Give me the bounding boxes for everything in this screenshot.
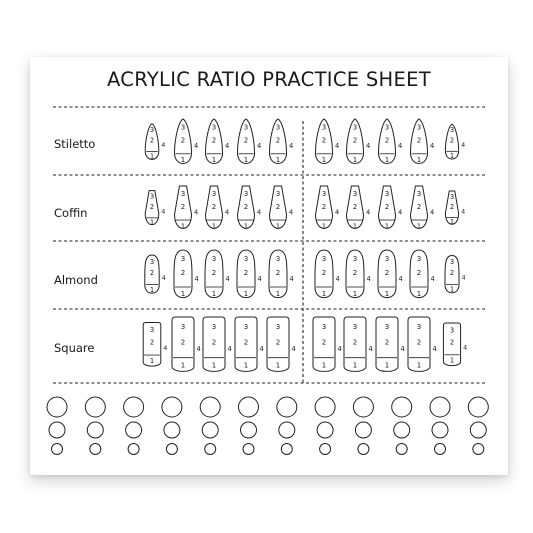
- ratio-label-side: 4: [225, 208, 230, 217]
- nail-template: [378, 250, 403, 298]
- ratio-label-middle: 2: [321, 269, 327, 277]
- ratio-label-middle: 2: [211, 338, 217, 347]
- practice-sheet: [30, 57, 508, 475]
- ratio-label-middle: 2: [243, 338, 249, 347]
- ratio-label-bottom: 1: [180, 290, 186, 298]
- ratio-label-bottom: 1: [149, 152, 155, 161]
- ratio-label-top: 3: [384, 255, 390, 263]
- ratio-label-middle: 2: [180, 136, 186, 145]
- ratio-label-top: 3: [180, 123, 186, 132]
- ratio-label-side: 4: [432, 345, 437, 354]
- nail-template: [238, 186, 262, 230]
- ratio-label-side: 4: [161, 207, 166, 216]
- ratio-label-top: 3: [321, 190, 327, 199]
- ratio-label-side: 4: [430, 208, 435, 217]
- nail-template: [443, 323, 467, 366]
- ratio-label-bottom: 1: [275, 222, 281, 231]
- nail-template: [235, 317, 264, 371]
- ratio-label-bottom: 1: [384, 156, 390, 165]
- ratio-label-middle: 2: [275, 269, 281, 277]
- practice-circle: [435, 444, 446, 455]
- ratio-label-side: 4: [196, 345, 201, 354]
- practice-circle: [239, 397, 259, 417]
- ratio-label-top: 3: [384, 190, 390, 199]
- ratio-label-bottom: 1: [449, 218, 455, 227]
- practice-circle: [166, 444, 177, 455]
- ratio-label-top: 3: [416, 123, 422, 132]
- ratio-label-middle: 2: [449, 136, 455, 145]
- practice-circle: [200, 397, 220, 417]
- ratio-label-bottom: 1: [243, 290, 249, 298]
- practice-circle: [279, 422, 295, 438]
- ratio-label-side: 4: [366, 275, 371, 283]
- ratio-label-middle: 2: [275, 136, 281, 145]
- ratio-label-bottom: 1: [321, 290, 327, 298]
- practice-circle: [202, 422, 218, 438]
- nail-template: [315, 250, 340, 298]
- nail-template: [237, 250, 262, 298]
- ratio-label-side: 4: [227, 345, 232, 354]
- ratio-label-bottom: 1: [352, 361, 358, 370]
- practice-circle: [315, 397, 335, 417]
- ratio-label-top: 3: [352, 255, 358, 263]
- ratio-label-side: 4: [194, 142, 199, 151]
- ratio-label-top: 3: [180, 323, 186, 332]
- nail-template: [347, 119, 371, 164]
- ratio-label-top: 3: [149, 257, 155, 266]
- nail-template: [347, 186, 371, 230]
- ratio-label-top: 3: [149, 125, 155, 134]
- ratio-label-bottom: 1: [384, 361, 390, 370]
- ratio-label-middle: 2: [180, 203, 186, 211]
- ratio-label-bottom: 1: [321, 361, 327, 370]
- ratio-label-side: 4: [289, 142, 294, 151]
- ratio-label-bottom: 1: [321, 156, 327, 165]
- ratio-label-side: 4: [398, 208, 403, 217]
- ratio-label-middle: 2: [416, 136, 422, 145]
- ratio-label-top: 3: [243, 123, 249, 132]
- ratio-label-bottom: 1: [384, 290, 390, 298]
- ratio-label-side: 4: [398, 142, 403, 151]
- practice-circle: [49, 422, 65, 438]
- ratio-label-top: 3: [352, 323, 358, 332]
- ratio-label-middle: 2: [180, 338, 186, 347]
- ratio-label-top: 3: [449, 126, 455, 135]
- ratio-label-side: 4: [461, 207, 466, 216]
- ratio-label-bottom: 1: [352, 156, 358, 165]
- practice-circle: [473, 444, 484, 455]
- ratio-label-bottom: 1: [180, 222, 186, 231]
- practice-circle: [392, 397, 412, 417]
- practice-circle: [358, 444, 369, 455]
- ratio-label-side: 4: [430, 275, 435, 283]
- ratio-label-bottom: 1: [149, 285, 155, 294]
- practice-circle: [47, 397, 67, 417]
- ratio-label-side: 4: [289, 275, 294, 283]
- ratio-label-middle: 2: [275, 338, 281, 347]
- ratio-label-side: 4: [461, 273, 466, 282]
- ratio-label-side: 4: [194, 208, 199, 217]
- practice-circle: [90, 444, 101, 455]
- ratio-label-bottom: 1: [449, 151, 455, 160]
- nail-template: [346, 250, 371, 298]
- ratio-label-middle: 2: [352, 269, 358, 277]
- nail-template: [145, 124, 165, 161]
- ratio-label-bottom: 1: [275, 361, 281, 370]
- ratio-label-middle: 2: [449, 203, 455, 211]
- nail-template: [411, 186, 435, 230]
- ratio-label-bottom: 1: [416, 156, 422, 165]
- ratio-label-bottom: 1: [275, 156, 281, 165]
- ratio-label-top: 3: [416, 190, 422, 199]
- ratio-label-bottom: 1: [243, 361, 249, 370]
- ratio-label-middle: 2: [149, 203, 155, 211]
- ratio-label-top: 3: [352, 190, 358, 199]
- ratio-label-bottom: 1: [211, 361, 217, 370]
- ratio-label-top: 3: [384, 123, 390, 132]
- ratio-label-top: 3: [321, 255, 327, 263]
- ratio-label-top: 3: [449, 192, 455, 201]
- nail-template: [445, 124, 465, 160]
- ratio-label-bottom: 1: [275, 290, 281, 298]
- ratio-label-bottom: 1: [321, 222, 327, 231]
- nail-template: [206, 186, 230, 230]
- ratio-label-top: 3: [416, 255, 422, 263]
- ratio-label-bottom: 1: [211, 156, 217, 165]
- ratio-label-side: 4: [398, 275, 403, 283]
- practice-circle: [241, 422, 257, 438]
- practice-circle: [243, 444, 254, 455]
- ratio-label-side: 4: [291, 345, 296, 354]
- ratio-label-bottom: 1: [352, 290, 358, 298]
- nail-template: [316, 119, 340, 164]
- practice-circle: [468, 397, 488, 417]
- ratio-label-side: 4: [337, 345, 342, 354]
- ratio-label-top: 3: [321, 323, 327, 332]
- ratio-label-top: 3: [243, 190, 249, 199]
- ratio-label-side: 4: [430, 142, 435, 151]
- practice-circle: [124, 397, 144, 417]
- ratio-label-middle: 2: [149, 136, 155, 145]
- ratio-label-top: 3: [275, 190, 281, 199]
- ratio-label-middle: 2: [149, 338, 155, 347]
- ratio-label-side: 4: [461, 140, 466, 149]
- ratio-label-top: 3: [149, 192, 155, 201]
- practice-circle: [164, 422, 180, 438]
- nail-template: [203, 317, 232, 371]
- nail-template: [172, 317, 201, 371]
- ratio-label-top: 3: [180, 255, 186, 263]
- ratio-label-side: 4: [161, 273, 166, 282]
- nail-template: [174, 250, 199, 298]
- ratio-label-top: 3: [211, 255, 217, 263]
- ratio-label-middle: 2: [211, 136, 217, 145]
- ratio-label-top: 3: [275, 123, 281, 132]
- ratio-label-side: 4: [161, 141, 166, 150]
- ratio-label-top: 3: [275, 323, 281, 332]
- ratio-label-side: 4: [225, 275, 230, 283]
- practice-circle: [126, 422, 142, 438]
- ratio-label-middle: 2: [321, 338, 327, 347]
- ratio-label-top: 3: [211, 123, 217, 132]
- ratio-label-middle: 2: [211, 269, 217, 277]
- ratio-label-top: 3: [243, 323, 249, 332]
- ratio-label-top: 3: [416, 323, 422, 332]
- sheet-title: ACRYLIC RATIO PRACTICE SHEET: [107, 68, 431, 91]
- nail-template: [145, 255, 166, 294]
- practice-circle: [281, 444, 292, 455]
- ratio-label-bottom: 1: [180, 156, 186, 165]
- nail-template: [379, 186, 403, 230]
- ratio-label-top: 3: [384, 323, 390, 332]
- ratio-label-top: 3: [211, 190, 217, 199]
- ratio-label-middle: 2: [243, 136, 249, 145]
- ratio-label-side: 4: [335, 275, 340, 283]
- ratio-label-side: 4: [257, 142, 262, 151]
- practice-circle: [52, 444, 63, 455]
- nail-template: [408, 317, 437, 371]
- ratio-label-middle: 2: [384, 136, 390, 145]
- nail-template: [411, 119, 435, 164]
- ratio-label-side: 4: [366, 142, 371, 151]
- ratio-label-side: 4: [259, 345, 264, 354]
- row-label-square: Square: [54, 341, 95, 355]
- ratio-label-top: 3: [449, 326, 455, 335]
- ratio-label-middle: 2: [384, 338, 390, 347]
- nail-template: [445, 256, 466, 294]
- nail-template: [445, 191, 465, 226]
- ratio-label-middle: 2: [149, 269, 155, 277]
- ratio-label-bottom: 1: [149, 218, 155, 227]
- ratio-label-top: 3: [321, 123, 327, 132]
- nail-practice-grid: [30, 57, 508, 475]
- nail-template: [145, 191, 165, 227]
- nail-template: [238, 119, 262, 164]
- ratio-label-bottom: 1: [243, 156, 249, 165]
- ratio-label-side: 4: [335, 208, 340, 217]
- nail-template: [316, 186, 340, 230]
- ratio-label-bottom: 1: [149, 356, 155, 365]
- ratio-label-middle: 2: [180, 269, 186, 277]
- ratio-label-middle: 2: [416, 269, 422, 277]
- nail-template: [175, 186, 199, 230]
- ratio-label-side: 4: [366, 208, 371, 217]
- ratio-label-middle: 2: [384, 269, 390, 277]
- nail-template: [270, 186, 294, 230]
- nail-template: [205, 250, 230, 298]
- nail-template: [206, 119, 230, 164]
- ratio-label-middle: 2: [384, 203, 390, 211]
- ratio-label-middle: 2: [352, 338, 358, 347]
- ratio-label-middle: 2: [321, 203, 327, 211]
- row-label-almond: Almond: [54, 273, 98, 287]
- ratio-label-bottom: 1: [416, 361, 422, 370]
- ratio-label-bottom: 1: [211, 290, 217, 298]
- nail-template: [269, 250, 294, 298]
- ratio-label-middle: 2: [275, 203, 281, 211]
- ratio-label-bottom: 1: [243, 222, 249, 231]
- ratio-label-top: 3: [149, 326, 155, 335]
- practice-circle: [128, 444, 139, 455]
- ratio-label-top: 3: [211, 323, 217, 332]
- ratio-label-middle: 2: [449, 269, 455, 277]
- ratio-label-middle: 2: [352, 136, 358, 145]
- ratio-label-middle: 2: [449, 338, 455, 347]
- nail-template: [270, 119, 294, 164]
- nail-template: [379, 119, 403, 164]
- ratio-label-side: 4: [289, 208, 294, 217]
- ratio-label-top: 3: [352, 123, 358, 132]
- ratio-label-side: 4: [163, 343, 168, 352]
- ratio-label-side: 4: [257, 208, 262, 217]
- nail-template: [175, 119, 199, 164]
- practice-circle: [394, 422, 410, 438]
- practice-circle: [353, 397, 373, 417]
- ratio-label-top: 3: [275, 255, 281, 263]
- practice-circle: [396, 444, 407, 455]
- nail-template: [313, 317, 342, 371]
- ratio-label-side: 4: [335, 142, 340, 151]
- row-label-coffin: Coffin: [54, 206, 88, 220]
- ratio-label-bottom: 1: [449, 285, 455, 294]
- ratio-label-middle: 2: [243, 269, 249, 277]
- ratio-label-bottom: 1: [352, 222, 358, 231]
- ratio-label-middle: 2: [416, 338, 422, 347]
- ratio-label-side: 4: [225, 142, 230, 151]
- nail-template: [410, 250, 435, 298]
- nail-template: [267, 317, 296, 371]
- practice-circle: [430, 397, 450, 417]
- practice-circle: [162, 397, 182, 417]
- ratio-label-side: 4: [194, 275, 199, 283]
- ratio-label-middle: 2: [321, 136, 327, 145]
- nail-template: [376, 317, 405, 371]
- ratio-label-bottom: 1: [180, 361, 186, 370]
- ratio-label-middle: 2: [416, 203, 422, 211]
- ratio-label-top: 3: [449, 258, 455, 267]
- ratio-label-side: 4: [368, 345, 373, 354]
- nail-template: [344, 317, 373, 371]
- practice-circle: [85, 397, 105, 417]
- ratio-label-side: 4: [400, 345, 405, 354]
- ratio-label-bottom: 1: [384, 222, 390, 231]
- ratio-label-bottom: 1: [416, 290, 422, 298]
- ratio-label-middle: 2: [243, 203, 249, 211]
- practice-circle: [470, 422, 486, 438]
- ratio-label-bottom: 1: [449, 356, 455, 365]
- ratio-label-bottom: 1: [416, 222, 422, 231]
- nail-template: [143, 323, 167, 367]
- ratio-label-side: 4: [257, 275, 262, 283]
- practice-circle: [317, 422, 333, 438]
- ratio-label-bottom: 1: [211, 222, 217, 231]
- ratio-label-middle: 2: [211, 203, 217, 211]
- practice-circle: [277, 397, 297, 417]
- ratio-label-top: 3: [180, 190, 186, 199]
- practice-circle: [205, 444, 216, 455]
- ratio-label-side: 4: [463, 343, 468, 352]
- practice-circle: [320, 444, 331, 455]
- practice-circle: [87, 422, 103, 438]
- ratio-label-middle: 2: [352, 203, 358, 211]
- row-label-stiletto: Stiletto: [54, 137, 96, 151]
- ratio-label-top: 3: [243, 255, 249, 263]
- practice-circle: [355, 422, 371, 438]
- practice-circle: [432, 422, 448, 438]
